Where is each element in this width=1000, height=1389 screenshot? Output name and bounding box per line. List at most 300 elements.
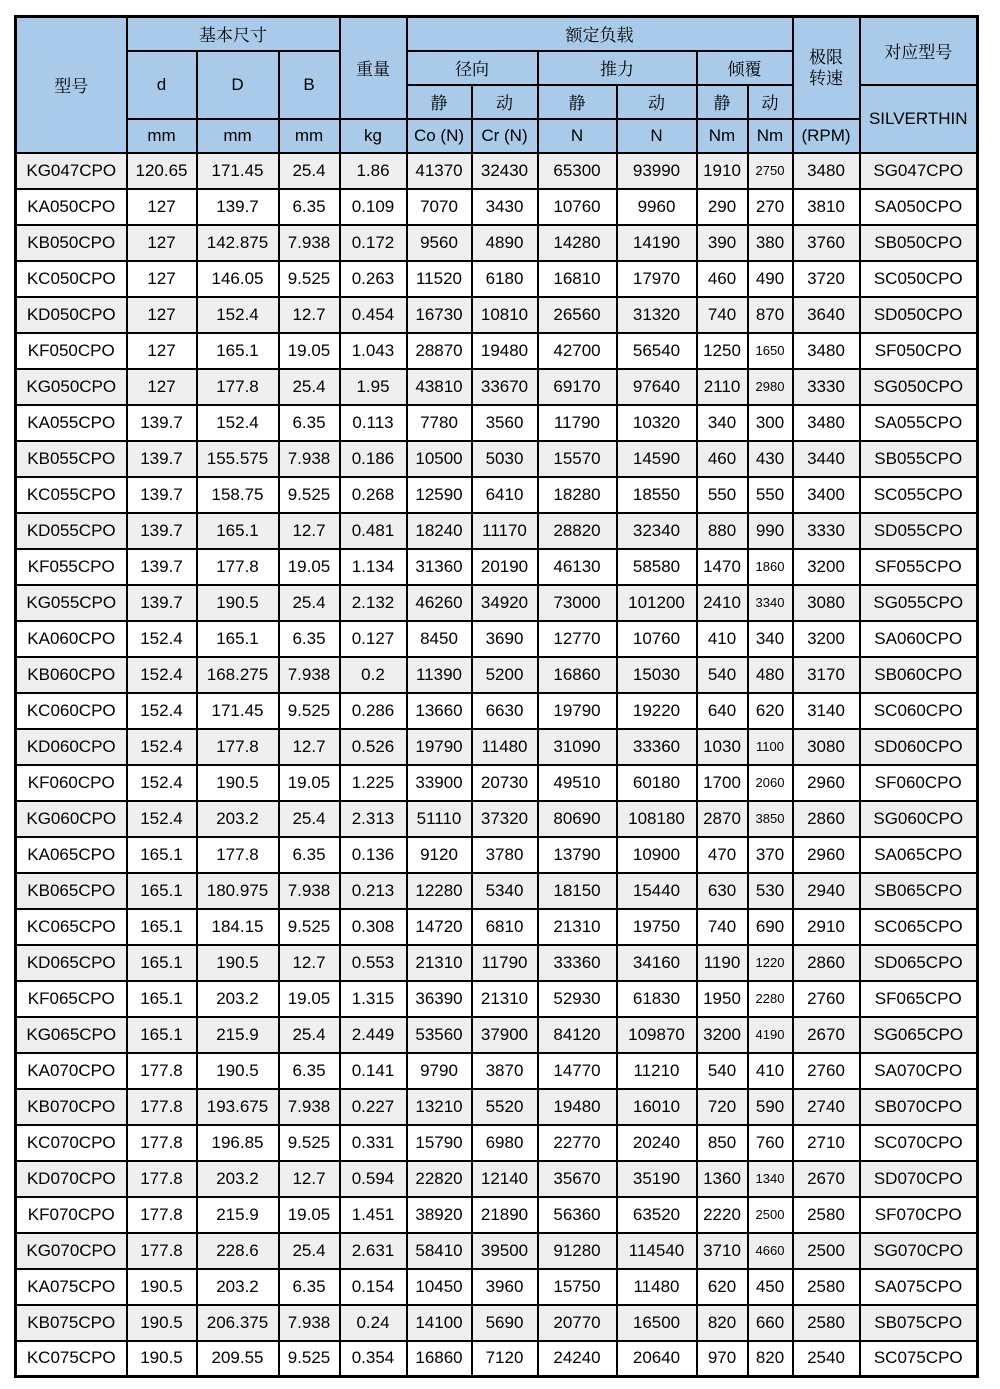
cell-rpm: 2960 <box>793 837 860 873</box>
cell-thrust-static: 19480 <box>538 1089 617 1125</box>
cell-thrust-dynamic: 61830 <box>617 981 697 1017</box>
cell-radial-static-co: 41370 <box>407 153 472 189</box>
cell-rpm: 3760 <box>793 225 860 261</box>
unit-mm-D: mm <box>197 119 279 153</box>
cell-silverthin-model: SD055CPO <box>860 513 978 549</box>
cell-overturn-dynamic: 2500 <box>748 1197 793 1233</box>
cell-weight: 0.227 <box>340 1089 407 1125</box>
cell-radial-static-co: 21310 <box>407 945 472 981</box>
cell-silverthin-model: SB065CPO <box>860 873 978 909</box>
cell-radial-dynamic-cr: 6410 <box>472 477 538 513</box>
cell-B: 7.938 <box>279 441 340 477</box>
cell-radial-static-co: 9790 <box>407 1053 472 1089</box>
cell-model: KA065CPO <box>16 837 127 873</box>
cell-thrust-static: 80690 <box>538 801 617 837</box>
cell-model: KC055CPO <box>16 477 127 513</box>
cell-overturn-static: 2410 <box>697 585 748 621</box>
cell-radial-static-co: 18240 <box>407 513 472 549</box>
cell-model: KA070CPO <box>16 1053 127 1089</box>
cell-weight: 0.481 <box>340 513 407 549</box>
cell-overturn-dynamic: 690 <box>748 909 793 945</box>
cell-thrust-static: 19790 <box>538 693 617 729</box>
cell-radial-dynamic-cr: 11790 <box>472 945 538 981</box>
cell-radial-dynamic-cr: 19480 <box>472 333 538 369</box>
cell-thrust-dynamic: 20240 <box>617 1125 697 1161</box>
cell-overturn-dynamic: 590 <box>748 1089 793 1125</box>
cell-thrust-static: 84120 <box>538 1017 617 1053</box>
cell-radial-dynamic-cr: 3960 <box>472 1269 538 1305</box>
cell-thrust-static: 11790 <box>538 405 617 441</box>
unit-nm-dynamic: Nm <box>748 119 793 153</box>
cell-overturn-dynamic: 430 <box>748 441 793 477</box>
cell-B: 9.525 <box>279 477 340 513</box>
cell-d: 165.1 <box>127 1017 197 1053</box>
cell-d: 190.5 <box>127 1305 197 1341</box>
cell-B: 6.35 <box>279 405 340 441</box>
cell-B: 9.525 <box>279 909 340 945</box>
cell-rpm: 3810 <box>793 189 860 225</box>
cell-D: 171.45 <box>197 693 279 729</box>
cell-radial-static-co: 36390 <box>407 981 472 1017</box>
cell-radial-dynamic-cr: 3780 <box>472 837 538 873</box>
cell-model: KA050CPO <box>16 189 127 225</box>
cell-rpm: 2910 <box>793 909 860 945</box>
cell-weight: 2.449 <box>340 1017 407 1053</box>
unit-n-thrust-dynamic: N <box>617 119 697 153</box>
cell-radial-static-co: 14720 <box>407 909 472 945</box>
cell-radial-static-co: 8450 <box>407 621 472 657</box>
unit-rpm: (RPM) <box>793 119 860 153</box>
header-radial: 径向 <box>407 51 538 85</box>
cell-thrust-dynamic: 108180 <box>617 801 697 837</box>
cell-silverthin-model: SA055CPO <box>860 405 978 441</box>
cell-rpm: 2540 <box>793 1341 860 1377</box>
cell-rpm: 2580 <box>793 1305 860 1341</box>
cell-D: 203.2 <box>197 981 279 1017</box>
cell-overturn-dynamic: 820 <box>748 1341 793 1377</box>
cell-overturn-dynamic: 870 <box>748 297 793 333</box>
cell-silverthin-model: SD060CPO <box>860 729 978 765</box>
cell-radial-static-co: 10500 <box>407 441 472 477</box>
cell-radial-dynamic-cr: 3870 <box>472 1053 538 1089</box>
cell-rpm: 3480 <box>793 153 860 189</box>
cell-thrust-dynamic: 9960 <box>617 189 697 225</box>
table-row <box>16 261 978 297</box>
cell-D: 177.8 <box>197 369 279 405</box>
cell-thrust-static: 15570 <box>538 441 617 477</box>
table-row <box>16 189 978 225</box>
header-D: D <box>197 51 279 119</box>
cell-rpm: 3170 <box>793 657 860 693</box>
cell-radial-dynamic-cr: 5200 <box>472 657 538 693</box>
cell-thrust-dynamic: 19220 <box>617 693 697 729</box>
cell-d: 152.4 <box>127 693 197 729</box>
cell-radial-static-co: 16860 <box>407 1341 472 1377</box>
cell-overturn-static: 540 <box>697 1053 748 1089</box>
cell-silverthin-model: SF050CPO <box>860 333 978 369</box>
cell-model: KG047CPO <box>16 153 127 189</box>
cell-thrust-static: 35670 <box>538 1161 617 1197</box>
cell-rpm: 2580 <box>793 1197 860 1233</box>
cell-silverthin-model: SD070CPO <box>860 1161 978 1197</box>
cell-overturn-static: 2220 <box>697 1197 748 1233</box>
cell-radial-static-co: 7070 <box>407 189 472 225</box>
cell-overturn-static: 1250 <box>697 333 748 369</box>
cell-B: 6.35 <box>279 837 340 873</box>
cell-thrust-static: 65300 <box>538 153 617 189</box>
cell-silverthin-model: SA060CPO <box>860 621 978 657</box>
cell-overturn-static: 630 <box>697 873 748 909</box>
table-row <box>16 1197 978 1233</box>
unit-mm-B: mm <box>279 119 340 153</box>
cell-overturn-dynamic: 490 <box>748 261 793 297</box>
cell-overturn-static: 340 <box>697 405 748 441</box>
cell-weight: 0.263 <box>340 261 407 297</box>
cell-overturn-dynamic: 450 <box>748 1269 793 1305</box>
cell-model: KA075CPO <box>16 1269 127 1305</box>
cell-B: 12.7 <box>279 1161 340 1197</box>
cell-radial-dynamic-cr: 6810 <box>472 909 538 945</box>
cell-B: 7.938 <box>279 657 340 693</box>
cell-thrust-dynamic: 101200 <box>617 585 697 621</box>
header-B: B <box>279 51 340 119</box>
header-row-units <box>16 119 978 153</box>
cell-overturn-dynamic: 410 <box>748 1053 793 1089</box>
cell-weight: 0.154 <box>340 1269 407 1305</box>
table-row <box>16 729 978 765</box>
cell-overturn-static: 620 <box>697 1269 748 1305</box>
cell-radial-dynamic-cr: 7120 <box>472 1341 538 1377</box>
header-thrust-static: 静 <box>538 85 617 119</box>
cell-thrust-dynamic: 114540 <box>617 1233 697 1269</box>
cell-d: 190.5 <box>127 1269 197 1305</box>
cell-overturn-dynamic: 1340 <box>748 1161 793 1197</box>
cell-thrust-dynamic: 60180 <box>617 765 697 801</box>
cell-thrust-dynamic: 10320 <box>617 405 697 441</box>
cell-overturn-static: 1910 <box>697 153 748 189</box>
cell-D: 168.275 <box>197 657 279 693</box>
cell-thrust-dynamic: 14590 <box>617 441 697 477</box>
cell-B: 19.05 <box>279 765 340 801</box>
cell-radial-dynamic-cr: 33670 <box>472 369 538 405</box>
cell-weight: 1.315 <box>340 981 407 1017</box>
cell-rpm: 2760 <box>793 981 860 1017</box>
cell-d: 139.7 <box>127 477 197 513</box>
cell-overturn-static: 1700 <box>697 765 748 801</box>
cell-d: 165.1 <box>127 945 197 981</box>
cell-thrust-dynamic: 14190 <box>617 225 697 261</box>
cell-model: KB060CPO <box>16 657 127 693</box>
cell-D: 165.1 <box>197 513 279 549</box>
cell-d: 190.5 <box>127 1341 197 1377</box>
cell-overturn-static: 3710 <box>697 1233 748 1269</box>
cell-overturn-static: 1470 <box>697 549 748 585</box>
table-row <box>16 693 978 729</box>
table-row <box>16 1305 978 1341</box>
cell-overturn-static: 540 <box>697 657 748 693</box>
cell-silverthin-model: SB055CPO <box>860 441 978 477</box>
table-row <box>16 765 978 801</box>
table-row <box>16 837 978 873</box>
cell-radial-dynamic-cr: 21890 <box>472 1197 538 1233</box>
cell-overturn-dynamic: 1220 <box>748 945 793 981</box>
cell-silverthin-model: SC050CPO <box>860 261 978 297</box>
cell-thrust-static: 14770 <box>538 1053 617 1089</box>
cell-silverthin-model: SF070CPO <box>860 1197 978 1233</box>
table-row <box>16 585 978 621</box>
table-body <box>16 153 978 1377</box>
cell-model: KB065CPO <box>16 873 127 909</box>
cell-D: 196.85 <box>197 1125 279 1161</box>
cell-overturn-static: 1950 <box>697 981 748 1017</box>
cell-overturn-static: 880 <box>697 513 748 549</box>
cell-weight: 1.86 <box>340 153 407 189</box>
cell-thrust-static: 20770 <box>538 1305 617 1341</box>
cell-d: 165.1 <box>127 873 197 909</box>
header-radial-static: 静 <box>407 85 472 119</box>
cell-weight: 1.225 <box>340 765 407 801</box>
cell-thrust-dynamic: 15030 <box>617 657 697 693</box>
cell-d: 120.65 <box>127 153 197 189</box>
cell-radial-dynamic-cr: 4890 <box>472 225 538 261</box>
cell-d: 165.1 <box>127 909 197 945</box>
cell-overturn-dynamic: 1860 <box>748 549 793 585</box>
cell-D: 177.8 <box>197 729 279 765</box>
cell-radial-dynamic-cr: 21310 <box>472 981 538 1017</box>
cell-radial-static-co: 13210 <box>407 1089 472 1125</box>
cell-radial-dynamic-cr: 20190 <box>472 549 538 585</box>
cell-radial-static-co: 9560 <box>407 225 472 261</box>
cell-thrust-static: 42700 <box>538 333 617 369</box>
cell-overturn-dynamic: 4190 <box>748 1017 793 1053</box>
cell-radial-static-co: 13660 <box>407 693 472 729</box>
cell-rpm: 3440 <box>793 441 860 477</box>
cell-radial-dynamic-cr: 5690 <box>472 1305 538 1341</box>
cell-model: KF060CPO <box>16 765 127 801</box>
cell-overturn-static: 1360 <box>697 1161 748 1197</box>
cell-model: KG050CPO <box>16 369 127 405</box>
cell-weight: 0.454 <box>340 297 407 333</box>
cell-model: KD070CPO <box>16 1161 127 1197</box>
cell-d: 139.7 <box>127 405 197 441</box>
cell-overturn-static: 2110 <box>697 369 748 405</box>
unit-mm-d: mm <box>127 119 197 153</box>
cell-thrust-static: 56360 <box>538 1197 617 1233</box>
cell-radial-static-co: 15790 <box>407 1125 472 1161</box>
cell-overturn-static: 390 <box>697 225 748 261</box>
table-row <box>16 513 978 549</box>
cell-radial-static-co: 11390 <box>407 657 472 693</box>
cell-overturn-static: 970 <box>697 1341 748 1377</box>
table-row <box>16 441 978 477</box>
cell-B: 9.525 <box>279 261 340 297</box>
cell-overturn-static: 550 <box>697 477 748 513</box>
limit-speed-line1: 极限 <box>809 47 843 67</box>
cell-d: 177.8 <box>127 1089 197 1125</box>
cell-B: 19.05 <box>279 549 340 585</box>
cell-radial-dynamic-cr: 3430 <box>472 189 538 225</box>
cell-radial-dynamic-cr: 5030 <box>472 441 538 477</box>
cell-thrust-static: 28820 <box>538 513 617 549</box>
header-basic-dimensions: 基本尺寸 <box>127 17 340 51</box>
cell-D: 152.4 <box>197 405 279 441</box>
cell-d: 152.4 <box>127 765 197 801</box>
cell-D: 193.675 <box>197 1089 279 1125</box>
cell-rpm: 3080 <box>793 729 860 765</box>
cell-model: KD050CPO <box>16 297 127 333</box>
cell-rpm: 2860 <box>793 801 860 837</box>
cell-silverthin-model: SA065CPO <box>860 837 978 873</box>
cell-overturn-static: 820 <box>697 1305 748 1341</box>
cell-D: 190.5 <box>197 1053 279 1089</box>
cell-D: 139.7 <box>197 189 279 225</box>
cell-weight: 0.24 <box>340 1305 407 1341</box>
cell-d: 127 <box>127 297 197 333</box>
cell-thrust-static: 22770 <box>538 1125 617 1161</box>
cell-silverthin-model: SB075CPO <box>860 1305 978 1341</box>
cell-weight: 1.043 <box>340 333 407 369</box>
cell-silverthin-model: SA050CPO <box>860 189 978 225</box>
cell-overturn-dynamic: 760 <box>748 1125 793 1161</box>
cell-rpm: 2760 <box>793 1053 860 1089</box>
cell-overturn-static: 640 <box>697 693 748 729</box>
header-thrust: 推力 <box>538 51 697 85</box>
cell-D: 206.375 <box>197 1305 279 1341</box>
cell-d: 177.8 <box>127 1233 197 1269</box>
cell-B: 25.4 <box>279 585 340 621</box>
cell-radial-static-co: 46260 <box>407 585 472 621</box>
unit-nm-static: Nm <box>697 119 748 153</box>
cell-rpm: 3080 <box>793 585 860 621</box>
cell-B: 25.4 <box>279 801 340 837</box>
header-overturning: 倾覆 <box>697 51 793 85</box>
cell-thrust-static: 21310 <box>538 909 617 945</box>
cell-radial-static-co: 22820 <box>407 1161 472 1197</box>
cell-weight: 1.95 <box>340 369 407 405</box>
cell-thrust-static: 18280 <box>538 477 617 513</box>
cell-model: KA055CPO <box>16 405 127 441</box>
cell-radial-dynamic-cr: 5520 <box>472 1089 538 1125</box>
cell-model: KD065CPO <box>16 945 127 981</box>
cell-radial-dynamic-cr: 5340 <box>472 873 538 909</box>
cell-thrust-static: 69170 <box>538 369 617 405</box>
cell-overturn-static: 740 <box>697 297 748 333</box>
cell-overturn-static: 740 <box>697 909 748 945</box>
cell-silverthin-model: SG065CPO <box>860 1017 978 1053</box>
cell-silverthin-model: SA075CPO <box>860 1269 978 1305</box>
cell-rpm: 3480 <box>793 333 860 369</box>
cell-D: 146.05 <box>197 261 279 297</box>
cell-weight: 0.526 <box>340 729 407 765</box>
cell-thrust-static: 46130 <box>538 549 617 585</box>
cell-weight: 0.141 <box>340 1053 407 1089</box>
cell-model: KC075CPO <box>16 1341 127 1377</box>
cell-radial-dynamic-cr: 39500 <box>472 1233 538 1269</box>
cell-model: KB050CPO <box>16 225 127 261</box>
cell-model: KF070CPO <box>16 1197 127 1233</box>
cell-d: 127 <box>127 369 197 405</box>
cell-D: 228.6 <box>197 1233 279 1269</box>
limit-speed-line2: 转速 <box>809 68 843 88</box>
cell-thrust-static: 26560 <box>538 297 617 333</box>
cell-model: KD060CPO <box>16 729 127 765</box>
cell-model: KA060CPO <box>16 621 127 657</box>
table-row <box>16 1125 978 1161</box>
cell-thrust-dynamic: 11210 <box>617 1053 697 1089</box>
cell-D: 177.8 <box>197 549 279 585</box>
cell-B: 12.7 <box>279 729 340 765</box>
cell-weight: 0.553 <box>340 945 407 981</box>
cell-weight: 0.2 <box>340 657 407 693</box>
cell-thrust-static: 10760 <box>538 189 617 225</box>
cell-B: 25.4 <box>279 369 340 405</box>
cell-thrust-dynamic: 58580 <box>617 549 697 585</box>
cell-rpm: 3140 <box>793 693 860 729</box>
cell-radial-static-co: 11520 <box>407 261 472 297</box>
cell-overturn-dynamic: 2980 <box>748 369 793 405</box>
cell-thrust-dynamic: 31320 <box>617 297 697 333</box>
cell-radial-static-co: 16730 <box>407 297 472 333</box>
cell-d: 139.7 <box>127 441 197 477</box>
cell-radial-static-co: 19790 <box>407 729 472 765</box>
cell-silverthin-model: SC075CPO <box>860 1341 978 1377</box>
bearing-spec-table <box>14 15 979 1378</box>
cell-overturn-dynamic: 300 <box>748 405 793 441</box>
cell-radial-static-co: 51110 <box>407 801 472 837</box>
table-row <box>16 873 978 909</box>
cell-rpm: 3400 <box>793 477 860 513</box>
cell-weight: 1.134 <box>340 549 407 585</box>
cell-silverthin-model: SC065CPO <box>860 909 978 945</box>
cell-overturn-dynamic: 3850 <box>748 801 793 837</box>
cell-radial-static-co: 38920 <box>407 1197 472 1233</box>
cell-thrust-static: 73000 <box>538 585 617 621</box>
cell-model: KF055CPO <box>16 549 127 585</box>
cell-overturn-static: 850 <box>697 1125 748 1161</box>
cell-d: 139.7 <box>127 513 197 549</box>
table-row <box>16 1341 978 1377</box>
cell-model: KC070CPO <box>16 1125 127 1161</box>
cell-thrust-dynamic: 16010 <box>617 1089 697 1125</box>
cell-B: 6.35 <box>279 1269 340 1305</box>
cell-weight: 0.213 <box>340 873 407 909</box>
cell-thrust-dynamic: 35190 <box>617 1161 697 1197</box>
cell-radial-static-co: 58410 <box>407 1233 472 1269</box>
cell-D: 215.9 <box>197 1017 279 1053</box>
cell-silverthin-model: SF065CPO <box>860 981 978 1017</box>
cell-rpm: 2710 <box>793 1125 860 1161</box>
cell-D: 190.5 <box>197 945 279 981</box>
cell-overturn-dynamic: 340 <box>748 621 793 657</box>
header-row-1 <box>16 17 978 51</box>
cell-weight: 0.594 <box>340 1161 407 1197</box>
header-brand: SILVERTHIN <box>860 85 978 153</box>
cell-weight: 0.268 <box>340 477 407 513</box>
cell-D: 203.2 <box>197 801 279 837</box>
table-row <box>16 333 978 369</box>
cell-rpm: 3640 <box>793 297 860 333</box>
cell-rpm: 2580 <box>793 1269 860 1305</box>
cell-thrust-static: 13790 <box>538 837 617 873</box>
cell-thrust-dynamic: 10760 <box>617 621 697 657</box>
cell-d: 165.1 <box>127 981 197 1017</box>
cell-d: 139.7 <box>127 585 197 621</box>
cell-radial-dynamic-cr: 11480 <box>472 729 538 765</box>
cell-overturn-static: 1190 <box>697 945 748 981</box>
cell-silverthin-model: SB060CPO <box>860 657 978 693</box>
cell-silverthin-model: SC055CPO <box>860 477 978 513</box>
cell-D: 184.15 <box>197 909 279 945</box>
